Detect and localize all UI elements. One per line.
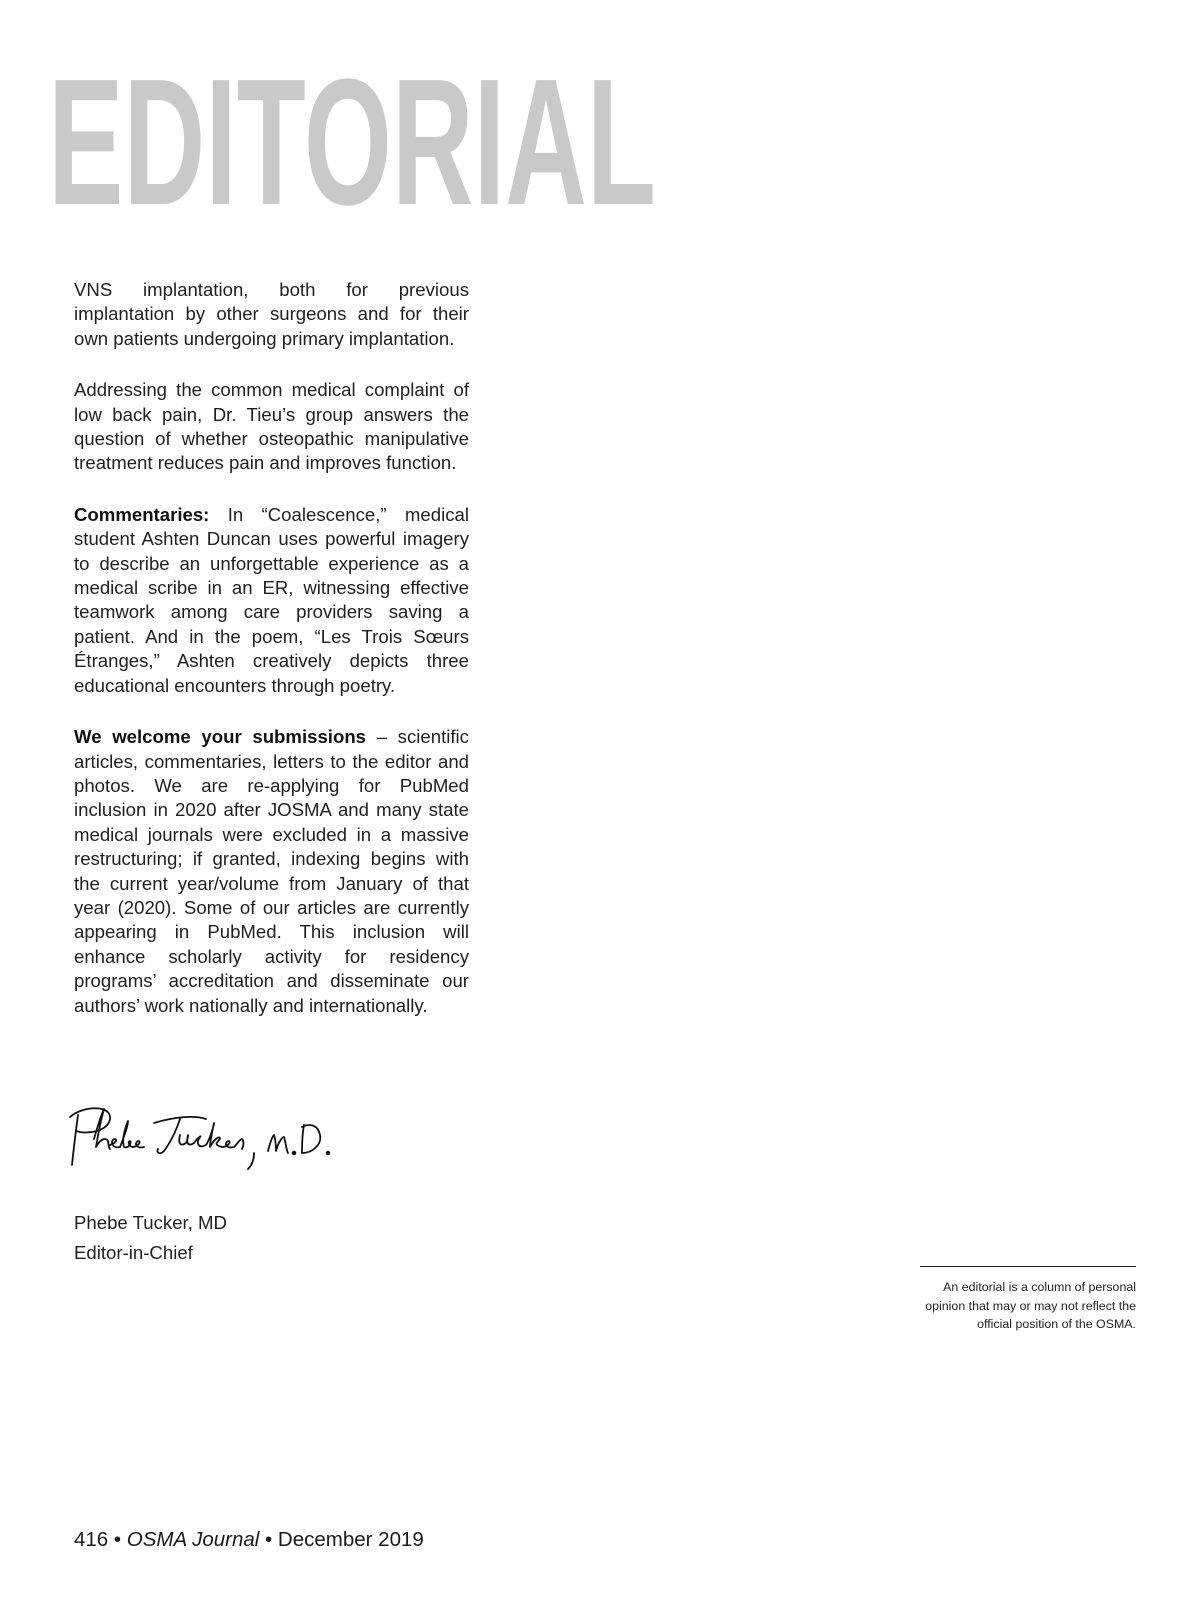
masthead-title-text: EDITORIAL [48, 42, 656, 243]
paragraph-commentaries [74, 503, 469, 698]
page-footer [74, 1528, 424, 1552]
paragraph-low-back-pain: Addressing the common medical complaint of low back pain, Dr. Tieu’s group answers the question of whether osteopathic manipulative treatment reduces pain and improves function. [74, 379, 469, 474]
paragraph-submissions [74, 725, 469, 1018]
editorial-body [74, 278, 469, 1045]
handwritten-signature [64, 1095, 354, 1185]
journal-name: OSMA Journal [126, 1528, 260, 1551]
footer-separator-2: • [259, 1528, 278, 1551]
signer-block [74, 1208, 227, 1268]
masthead-title [48, 42, 688, 243]
submissions-lead: We welcome your submissions [74, 726, 367, 748]
signer-role: Editor-in-Chief [74, 1242, 193, 1263]
commentaries-lead: Commentaries: [74, 503, 210, 525]
editorial-disclaimer: An editorial is a column of personal opinion that may or may not reflect the official position of the OSMA. [920, 1266, 1136, 1334]
footer-separator: • [108, 1528, 127, 1551]
paragraph-vns: VNS implantation, both for previous implantation by other surgeons and for their own patients undergoing primary implantation. [74, 279, 469, 349]
submissions-text: – scientific articles, commentaries, letters to the editor and photos. We are re-applying for PubMed inclusion in 2020 after JOSMA and many state medical journals were excluded in a massive restructuring; if granted, indexing begins with the current year/volume from January of that year (2020). Some of our articles are currently appearing in PubMed. This inclusion will enhance scholarly activity for residency programs’ accreditation and disseminate our authors’ work nationally and internationally. [74, 726, 469, 1016]
issue-date: December 2019 [277, 1528, 424, 1551]
signer-name: Phebe Tucker, MD [74, 1212, 227, 1233]
commentaries-text: In “Coalescence,” medical student Ashten Duncan uses powerful imagery to describe an unforgettable experience as a medical scribe in an ER, witnessing effective teamwork among care providers saving a patient. And in the poem, “Les Trois Sœurs Étranges,” Ashten creatively depicts three educational encounters through poetry. [74, 503, 469, 696]
page-number: 416 [74, 1528, 109, 1551]
